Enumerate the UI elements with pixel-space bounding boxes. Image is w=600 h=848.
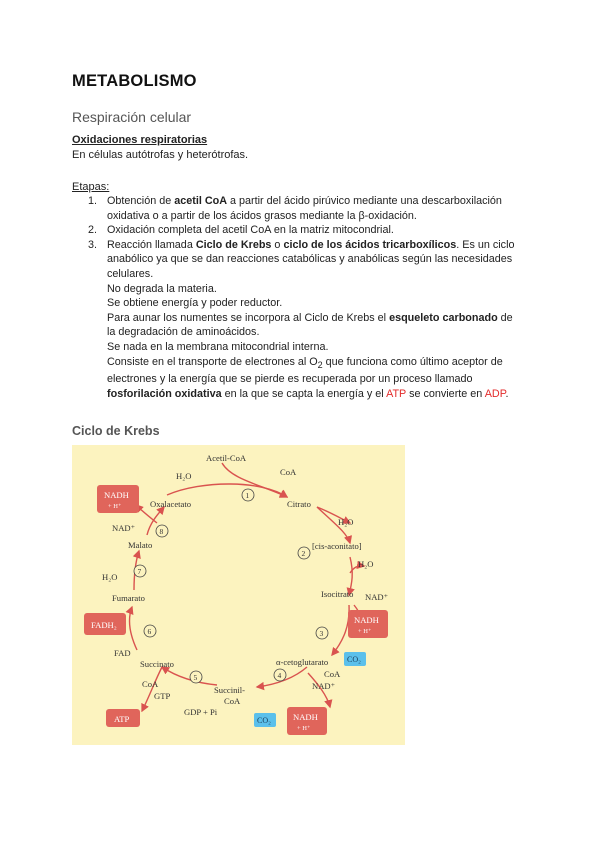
- krebs-heading: Ciclo de Krebs: [72, 424, 160, 438]
- label-acetil-coa: Acetil-CoA: [206, 453, 247, 463]
- svg-text:+ H⁺: + H⁺: [358, 628, 372, 635]
- label-succinato: Succinato: [140, 659, 174, 669]
- svg-text:7: 7: [137, 567, 142, 576]
- label-coa-left: CoA: [142, 679, 159, 689]
- label-h2o-right2: H₂O: [358, 559, 374, 569]
- svg-text:1: 1: [245, 491, 250, 500]
- label-h2o-left: H₂O: [102, 572, 118, 582]
- krebs-cycle-svg: [72, 445, 405, 745]
- section-subtitle: Respiración celular: [72, 109, 192, 125]
- page-title: METABOLISMO: [72, 72, 197, 90]
- label-nad-iso: NAD⁺: [365, 592, 389, 602]
- svg-text:NADH: NADH: [354, 615, 379, 625]
- oxidaciones-heading: Oxidaciones respiratorias: [72, 134, 208, 146]
- svg-text:NADH: NADH: [104, 490, 129, 500]
- label-coa-top: CoA: [280, 467, 297, 477]
- label-succinil: Succinil-: [214, 685, 246, 695]
- box-nadh-top-left: [97, 485, 139, 513]
- svg-text:3: 3: [319, 629, 324, 638]
- label-oxalacetato: Oxalacetato: [150, 499, 192, 509]
- label-cis-aconitato: [cis-aconitato]: [312, 541, 362, 551]
- label-fad: FAD: [114, 648, 131, 658]
- step-circles: [134, 489, 328, 683]
- svg-text:4: 4: [277, 671, 282, 680]
- svg-text:+ H⁺: + H⁺: [297, 725, 311, 732]
- label-malato: Malato: [128, 540, 153, 550]
- step-2: 2. Oxidación completa del acetil CoA en la matriz mitocondrial.: [88, 224, 394, 237]
- svg-text:+ H⁺: + H⁺: [108, 503, 122, 510]
- svg-text:6: 6: [147, 627, 152, 636]
- label-coa-alfa: CoA: [324, 669, 341, 679]
- svg-text:CO₂: CO₂: [347, 655, 361, 664]
- box-atp: [106, 709, 140, 727]
- oxidaciones-text: En células autótrofas y heterótrofas.: [72, 149, 249, 161]
- svg-text:CO₂: CO₂: [257, 716, 271, 725]
- label-nad-alfa: NAD⁺: [312, 681, 336, 691]
- krebs-cycle-diagram: [72, 445, 405, 745]
- label-gdp: GDP + Pi: [184, 707, 218, 717]
- label-nad-left: NAD⁺: [112, 523, 136, 533]
- label-fumarato: Fumarato: [112, 593, 145, 603]
- label-gtp: GTP: [154, 691, 171, 701]
- label-succinil-coa: CoA: [224, 696, 241, 706]
- label-h2o-right: H₂O: [338, 517, 354, 527]
- svg-text:8: 8: [159, 527, 164, 536]
- box-nadh-bottom: [287, 707, 327, 735]
- svg-text:FADH₂: FADH₂: [91, 620, 117, 630]
- steps-list: [72, 194, 542, 401]
- label-citrato: Citrato: [287, 499, 311, 509]
- svg-text:NADH: NADH: [293, 712, 318, 722]
- box-fadh2: [84, 613, 126, 635]
- label-alfa-cetoglutarato: α-cetoglutarato: [276, 657, 329, 667]
- box-co2-bottom: [254, 713, 276, 727]
- step-1: 1. Obtención de acetil CoA a partir del ácido pirúvico mediante una descarboxilación oxidativa o a partir de los ácidos grasos mediante la β-oxidación.: [88, 195, 502, 222]
- svg-text:5: 5: [193, 673, 198, 682]
- box-nadh-right: [348, 610, 388, 638]
- step-numbers: [138, 491, 324, 682]
- svg-text:2: 2: [301, 549, 306, 558]
- etapas-label: Etapas:: [72, 181, 110, 193]
- step-3: 3. Reacción llamada Ciclo de Krebs o ciclo de los ácidos tricarboxílicos. Es un ciclo anabólico ya que se dan reacciones catabólicas y anabólicas según las necesidades celulares. No degrada la materia. Se obtiene energía y poder reductor. Para aunar los numentes se incorpora al Ciclo de Krebs el esqueleto carbonado de la degradación de aminoácidos. Se nada en la membrana mitocondrial interna. Consiste en el transporte de electrones al $O_2$ que funciona como último aceptor de electrones y la energía que se pierde es recuperada por un proceso llamado fosforilación oxidativa en la que se capta la energía y el ATP se convierte en ADP.: [88, 238, 515, 400]
- label-isocitrato: Isocitrato: [321, 589, 354, 599]
- svg-text:ATP: ATP: [114, 714, 130, 724]
- box-co2-right: [344, 652, 366, 666]
- label-h2o-top: H₂O: [176, 471, 192, 481]
